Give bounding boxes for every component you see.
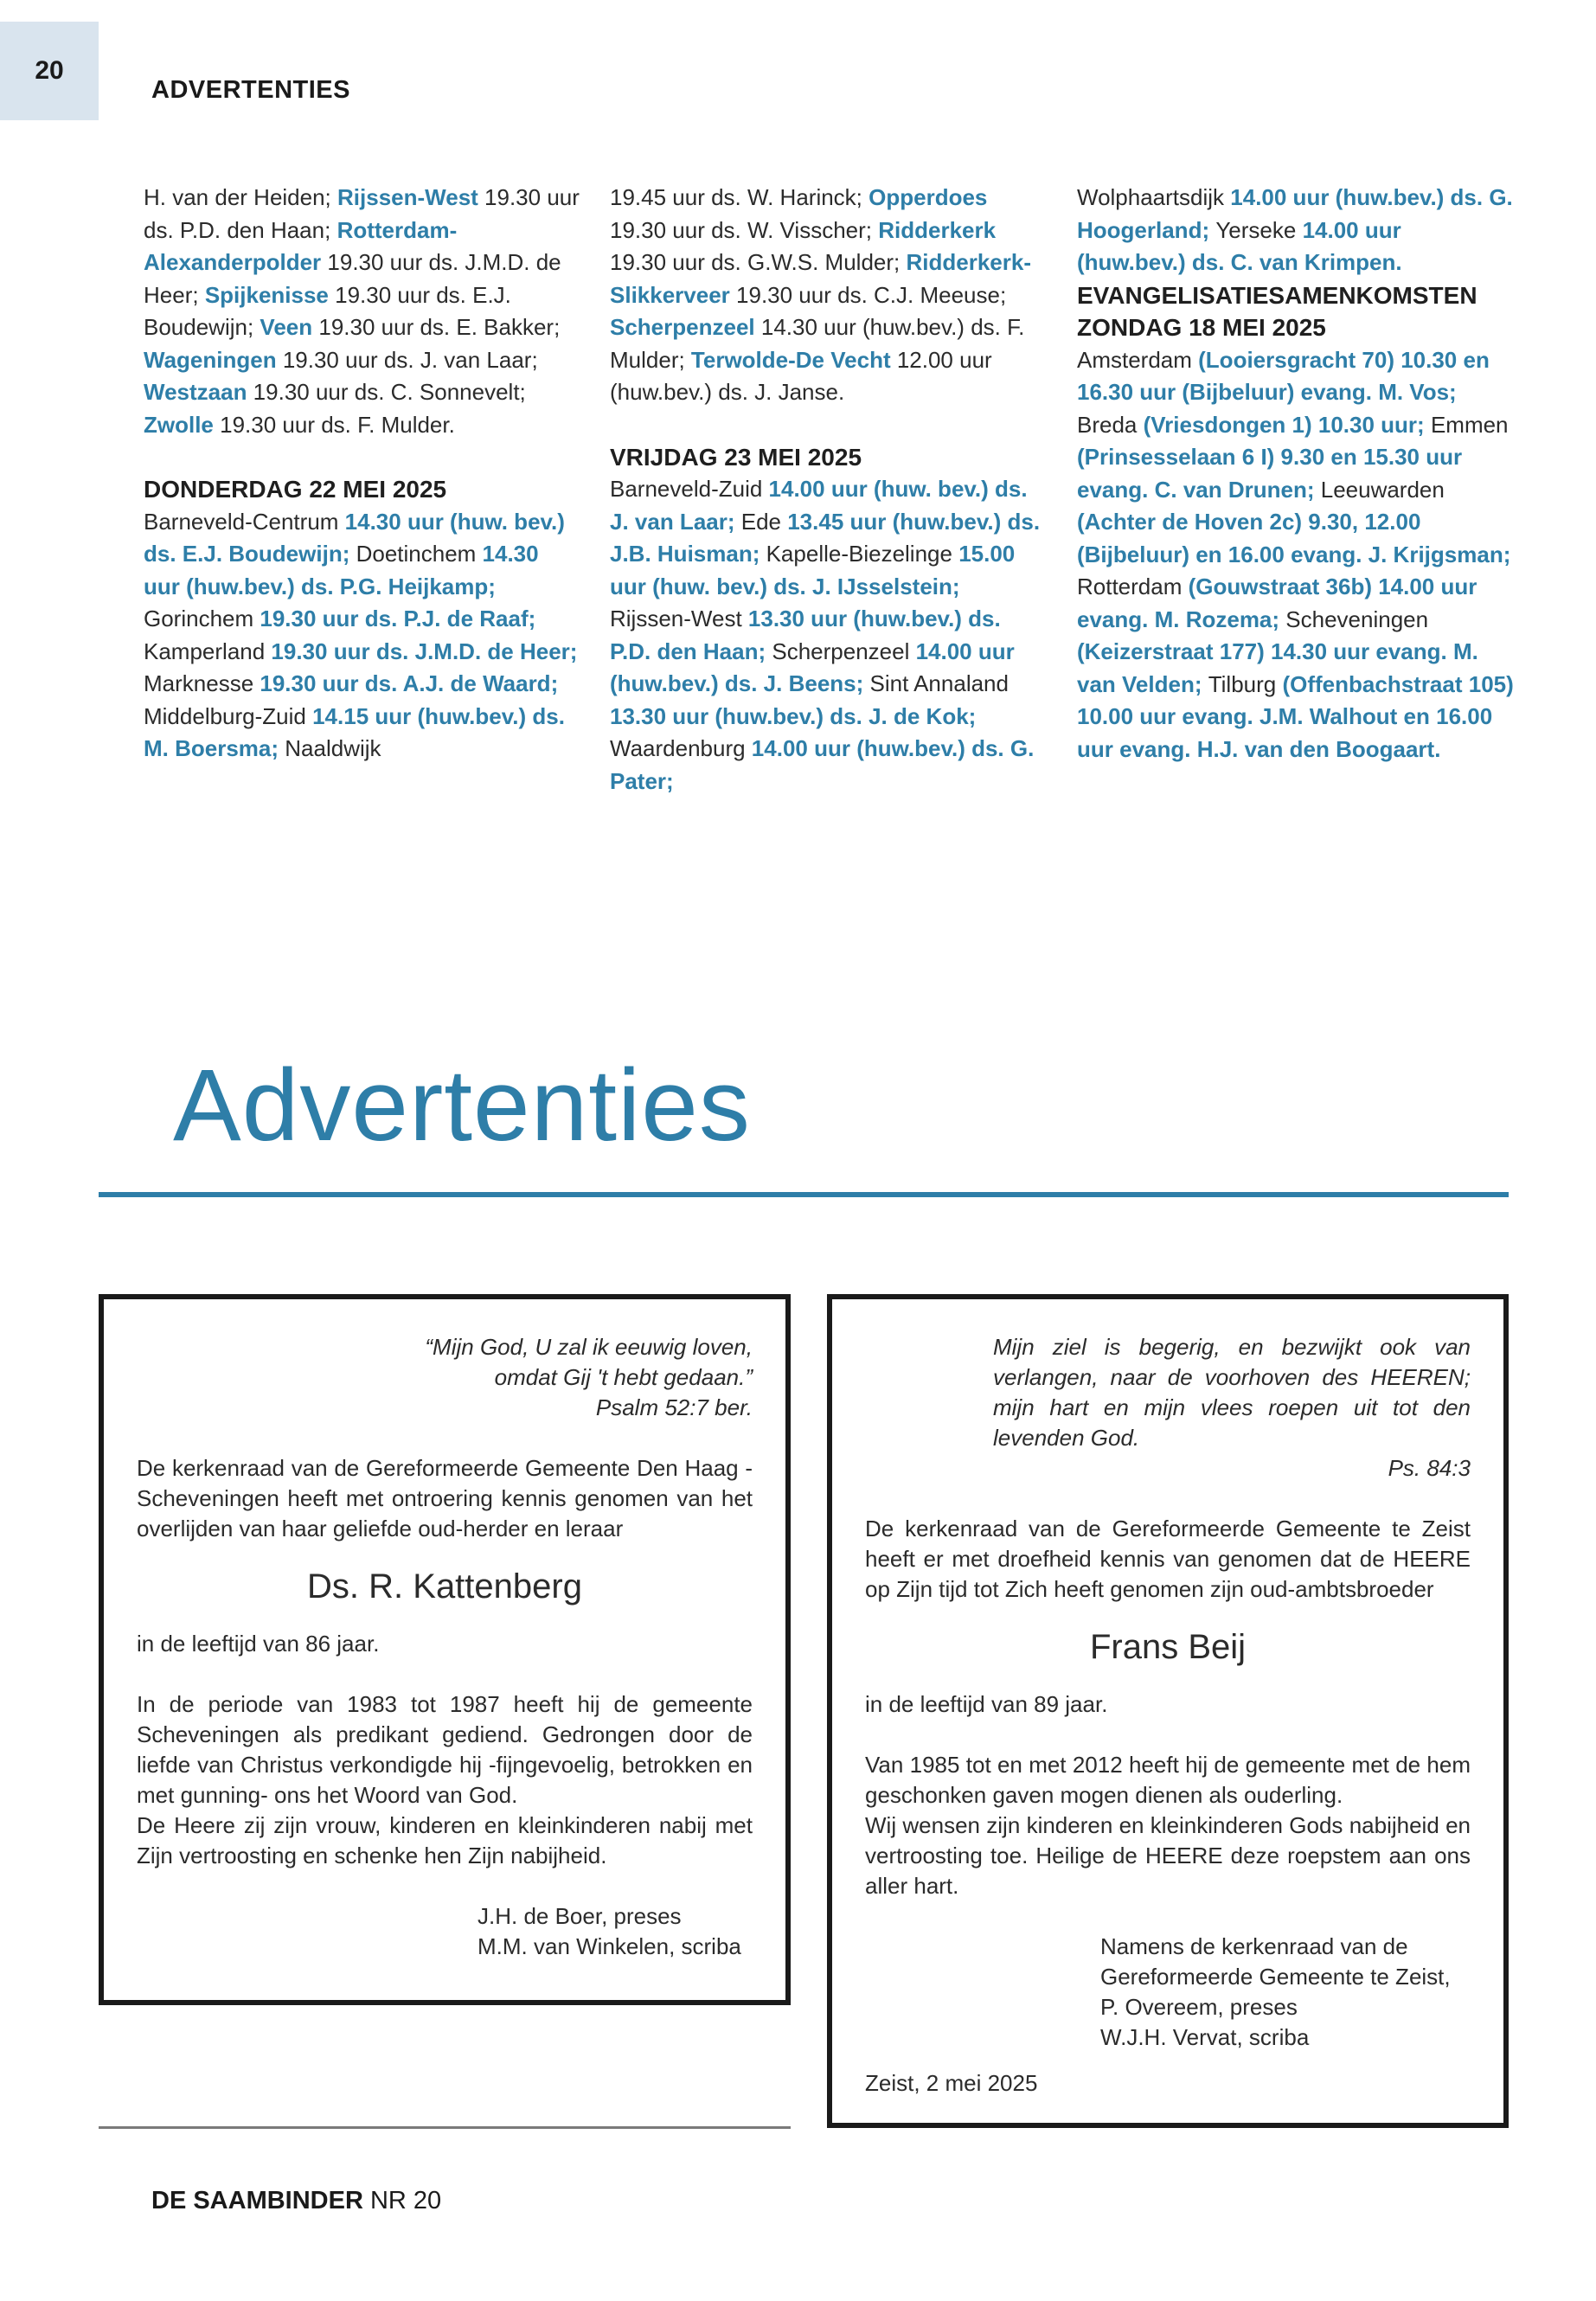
service-details: 19.30 uur ds. F. Mulder. <box>213 411 455 438</box>
signature-line: P. Overeem, preses <box>1100 1994 1298 2020</box>
service-details: Kapelle-Biezelinge <box>766 541 952 567</box>
service-details: 14.30 uur (huw.bev.) ds. F. Mulder; <box>610 314 1025 373</box>
quote-line: “Mijn God, U zal ik eeuwig loven, <box>425 1334 753 1360</box>
issue-number: NR 20 <box>362 2187 442 2214</box>
service-details: Emmen <box>1430 411 1509 438</box>
obituary-ad-kattenberg <box>99 1294 791 2005</box>
service-details: 19.30 uur ds. W. Visscher; <box>610 216 879 243</box>
services-paragraph <box>610 182 1047 409</box>
evangelisation-date-heading: ZONDAG 18 MEI 2025 <box>1077 314 1326 341</box>
footer <box>151 2187 441 2215</box>
service-details: Barneveld-Zuid <box>610 476 763 502</box>
signature-block <box>865 1932 1471 2053</box>
place-name: 14.00 uur (huw.bev.) ds. C. van Krimpen. <box>1077 216 1402 275</box>
deceased-name: Frans Beij <box>1089 1628 1247 1666</box>
ad-body: In de periode van 1983 tot 1987 heeft hij de gemeente Scheveningen als predikant gediend. Gedrongen door de liefde van Christus verkondigde hij -fijngevoelig, betrokken en met gunning- ons het Woord van God. <box>137 1691 753 1808</box>
place-name: (Offenbachstraat 105) 10.00 uur evang. J.M. Walhout en 16.00 uur evang. H.J. van den Boogaart. <box>1077 670 1514 762</box>
service-details: Naaldwijk <box>285 735 381 761</box>
place-name: Ridderkerk <box>878 216 997 243</box>
service-details: Amsterdam <box>1077 346 1192 373</box>
service-details: Breda <box>1077 411 1138 438</box>
signature-line: W.J.H. Vervat, scriba <box>1100 2024 1310 2050</box>
place-name: (Gouwstraat 36b) 14.00 uur evang. M. Rozema; <box>1077 574 1477 632</box>
ad-body: De Heere zij zijn vrouw, kinderen en kleinkinderen nabij met Zijn vertroosting en schenke hen Zijn nabijheid. <box>137 1812 753 1868</box>
service-details: Leeuwarden <box>1320 476 1445 503</box>
place-name: Ridderkerk-Slikkerveer <box>610 249 1031 308</box>
place-name: 19.30 uur ds. A.J. de Waard; <box>253 670 559 696</box>
signature-line: Namens de kerkenraad van de <box>1100 1933 1408 1959</box>
signature-line: J.H. de Boer, preses <box>478 1903 682 1929</box>
day-heading-thursday: DONDERDAG 22 MEI 2025 <box>144 476 447 503</box>
signature-block <box>137 1901 753 1962</box>
services-paragraph <box>144 182 580 441</box>
publication-name: DE SAAMBINDER <box>151 2187 363 2214</box>
service-details: 19.45 uur ds. W. Harinck; <box>610 184 869 210</box>
footer-divider <box>99 2126 791 2129</box>
service-details: Scherpenzeel <box>772 638 910 664</box>
service-details: 19.30 uur ds. J.M.D. de Heer; <box>144 249 561 308</box>
services-paragraph <box>144 506 580 766</box>
quote-reference: Ps. 84:3 <box>1388 1455 1471 1481</box>
quote-text: Mijn ziel is begerig, en bezwijkt ook van verlangen, naar de voorhoven des HEEREN; mijn hart en mijn vlees roepen uit tot den levenden God. <box>993 1334 1471 1451</box>
section-label: ADVERTENTIES <box>151 76 350 104</box>
service-details: Rijssen-West <box>610 606 742 631</box>
place-name: Spijkenisse <box>204 281 329 308</box>
service-details: 19.30 uur ds. C.J. Meeuse; <box>729 281 1007 308</box>
ad-body: Wij wensen zijn kinderen en kleinkinderen Gods nabijheid en vertroosting toe. Heilige de HEERE deze roepstem aan ons aller hart. <box>865 1812 1471 1899</box>
service-details: Doetinchem <box>356 541 477 567</box>
place-name: (Vriesdongen 1) 10.30 uur; <box>1137 411 1431 438</box>
age-line: in de leeftijd van 86 jaar. <box>137 1631 380 1657</box>
service-details: Scheveningen <box>1285 606 1429 632</box>
service-details: Rotterdam <box>1077 574 1183 599</box>
service-details: H. van der Heiden; <box>144 184 338 210</box>
service-details: Ede <box>740 508 781 535</box>
obituary-ad-beij <box>827 1294 1509 2128</box>
place-name: (Keizerstraat 177) 14.30 uur evang. M. van Velden; <box>1077 638 1478 697</box>
services-paragraph <box>610 473 1047 798</box>
place-name: Zwolle <box>144 411 214 438</box>
service-details: Kamperland <box>144 638 266 664</box>
place-name: 14.30 uur (huw.bev.) ds. P.G. Heijkamp; <box>144 541 539 599</box>
deceased-name: Ds. R. Kattenberg <box>307 1567 582 1606</box>
service-details: Gorinchem <box>144 606 254 631</box>
service-details: 19.30 uur ds. P.D. den Haan; <box>144 184 580 243</box>
place-name: 19.30 uur ds. J.M.D. de Heer; <box>265 638 578 664</box>
place-name: (Looiersgracht 70) 10.30 en 16.30 uur (Bijbeluur) evang. M. Vos; <box>1077 346 1490 405</box>
page-number: 20 <box>35 56 64 85</box>
place-name: 14.00 uur (huw.bev.) ds. J. Beens; <box>610 638 1015 696</box>
quote-line: omdat Gij 't hebt gedaan.” <box>494 1364 753 1390</box>
service-details: Marknesse <box>144 670 254 696</box>
place-name: 14.00 uur (huw.bev.) ds. G. Hoogerland; <box>1077 184 1513 243</box>
place-name: Rijssen-West <box>337 184 478 210</box>
church-services-column-2 <box>610 182 1047 798</box>
church-services-column-3 <box>1077 182 1514 766</box>
service-details: 19.30 uur ds. E. Bakker; <box>312 314 561 340</box>
place-name: 13.30 uur (huw.bev.) ds. J. de Kok; <box>610 702 977 729</box>
signature-line: Gereformeerde Gemeente te Zeist, <box>1100 1964 1451 1990</box>
age-line: in de leeftijd van 89 jaar. <box>865 1691 1108 1717</box>
service-details: 19.30 uur ds. E.J. Boudewijn; <box>144 281 511 340</box>
quote-reference: Psalm 52:7 ber. <box>595 1394 753 1420</box>
advertisements-title: Advertenties <box>173 1048 751 1163</box>
place-name: Veen <box>260 314 313 340</box>
place-name: Scherpenzeel <box>610 314 755 340</box>
place-name: 14.00 uur (huw.bev.) ds. G. Pater; <box>610 735 1035 794</box>
service-details: 19.30 uur ds. J. van Laar; <box>276 346 538 373</box>
ad-body: Van 1985 tot en met 2012 heeft hij de gemeente met de hem geschonken gaven mogen dienen als ouderling. <box>865 1752 1471 1808</box>
signature-line: M.M. van Winkelen, scriba <box>478 1933 741 1959</box>
service-details: Waardenburg <box>610 735 746 761</box>
place-name: (Prinsesselaan 6 I) 9.30 en 15.30 uur evang. C. van Drunen; <box>1077 444 1463 503</box>
service-details: Yerseke <box>1215 216 1297 243</box>
title-divider <box>99 1192 1509 1197</box>
ad-intro: De kerkenraad van de Gereformeerde Gemeente te Zeist heeft er met droefheid kennis van genomen dat de HEERE op Zijn tijd tot Zich heeft genomen zijn oud-ambtsbroeder <box>865 1516 1471 1602</box>
place-name: 14.30 uur (huw. bev.) ds. E.J. Boudewijn; <box>144 508 565 567</box>
place-name: 13.30 uur (huw.bev.) ds. P.D. den Haan; <box>610 606 1001 664</box>
service-details: Middelburg-Zuid <box>144 702 306 729</box>
place-name: 13.45 uur (huw.bev.) ds. J.B. Huisman; <box>610 508 1041 567</box>
church-services-column-1 <box>144 182 580 766</box>
place-name: 19.30 uur ds. P.J. de Raaf; <box>253 606 536 631</box>
service-details: 19.30 uur ds. G.W.S. Mulder; <box>610 249 907 275</box>
ad-intro: De kerkenraad van de Gereformeerde Gemeente Den Haag - Scheveningen heeft met ontroering kennis genomen van het overlijden van haar geliefde oud-herder en leraar <box>137 1455 753 1541</box>
service-details: 19.30 uur ds. C. Sonnevelt; <box>247 379 526 405</box>
service-details: 12.00 uur (huw.bev.) ds. J. Janse. <box>610 346 992 405</box>
service-details: Barneveld-Centrum <box>144 508 339 535</box>
ad-date: Zeist, 2 mei 2025 <box>865 2070 1038 2096</box>
place-name: Opperdoes <box>869 184 988 210</box>
service-details: Sint Annaland <box>869 670 1009 696</box>
evangelisation-heading: EVANGELISATIESAMENKOMSTEN <box>1077 281 1477 309</box>
page-number-tab <box>0 22 99 120</box>
place-name: 14.00 uur (huw. bev.) ds. J. van Laar; <box>610 476 1028 535</box>
place-name: 14.15 uur (huw.bev.) ds. M. Boersma; <box>144 702 565 761</box>
day-heading-friday: VRIJDAG 23 MEI 2025 <box>610 443 862 471</box>
services-paragraph <box>1077 182 1514 279</box>
place-name: Westzaan <box>144 379 247 405</box>
service-details: Wolphaartsdijk <box>1077 184 1225 210</box>
place-name: Terwolde-De Vecht <box>690 346 891 373</box>
service-details: Tilburg <box>1208 670 1277 697</box>
place-name: Wageningen <box>144 346 277 373</box>
place-name: (Achter de Hoven 2c) 9.30, 12.00 (Bijbeluur) en 16.00 evang. J. Krijgsman; <box>1077 509 1511 567</box>
place-name: Rotterdam-Alexanderpolder <box>144 216 458 275</box>
place-name: 15.00 uur (huw. bev.) ds. J. IJsselstein; <box>610 541 1016 599</box>
services-paragraph <box>1077 344 1514 766</box>
